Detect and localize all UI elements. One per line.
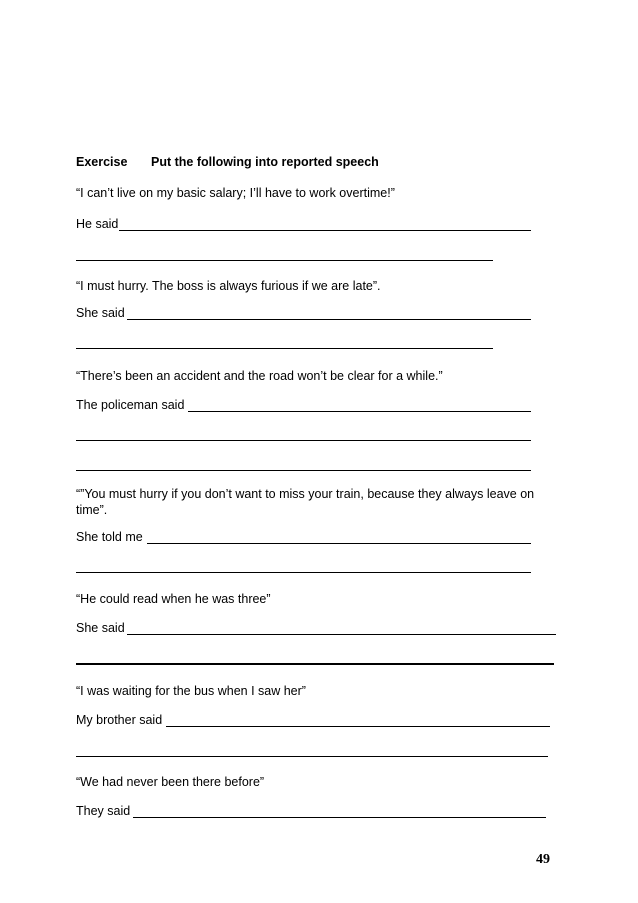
- answer-line-5a[interactable]: [127, 634, 556, 635]
- page-number: 49: [536, 852, 550, 867]
- prompt-4: She told me: [76, 530, 143, 544]
- prompt-2: She said: [76, 306, 125, 320]
- answer-line-3a[interactable]: [188, 411, 531, 412]
- answer-line-2a[interactable]: [127, 319, 531, 320]
- prompt-7: They said: [76, 804, 131, 818]
- answer-line-1a[interactable]: [119, 230, 531, 231]
- quote-1: “I can’t live on my basic salary; I’ll have to work overtime!”: [76, 186, 395, 200]
- answer-line-4a[interactable]: [147, 543, 531, 544]
- prompt-6: My brother said: [76, 713, 163, 727]
- exercise-instruction: Put the following into reported speech: [151, 155, 379, 169]
- answer-line-3b[interactable]: [76, 440, 531, 441]
- quote-3: “There’s been an accident and the road won’t be clear for a while.”: [76, 369, 443, 383]
- answer-line-6a[interactable]: [166, 726, 550, 727]
- quote-2: “I must hurry. The boss is always furious if we are late”.: [76, 279, 381, 293]
- quote-6: “I was waiting for the bus when I saw her”: [76, 684, 306, 698]
- answer-line-6b[interactable]: [76, 756, 548, 757]
- answer-line-1b[interactable]: [76, 260, 493, 261]
- prompt-1: He said: [76, 217, 119, 231]
- exercise-label: Exercise: [76, 155, 128, 169]
- quote-7: “We had never been there before”: [76, 775, 265, 789]
- quote-4: “”You must hurry if you don’t want to miss your train, because they always leave on time”.: [76, 487, 535, 517]
- quote-5: “He could read when he was three”: [76, 592, 271, 606]
- answer-line-7a[interactable]: [133, 817, 546, 818]
- answer-line-4b[interactable]: [76, 572, 531, 573]
- answer-line-5b[interactable]: [76, 663, 554, 665]
- answer-line-3c[interactable]: [76, 470, 531, 471]
- prompt-5: She said: [76, 621, 125, 635]
- answer-line-2b[interactable]: [76, 348, 493, 349]
- prompt-3: The policeman said: [76, 398, 185, 412]
